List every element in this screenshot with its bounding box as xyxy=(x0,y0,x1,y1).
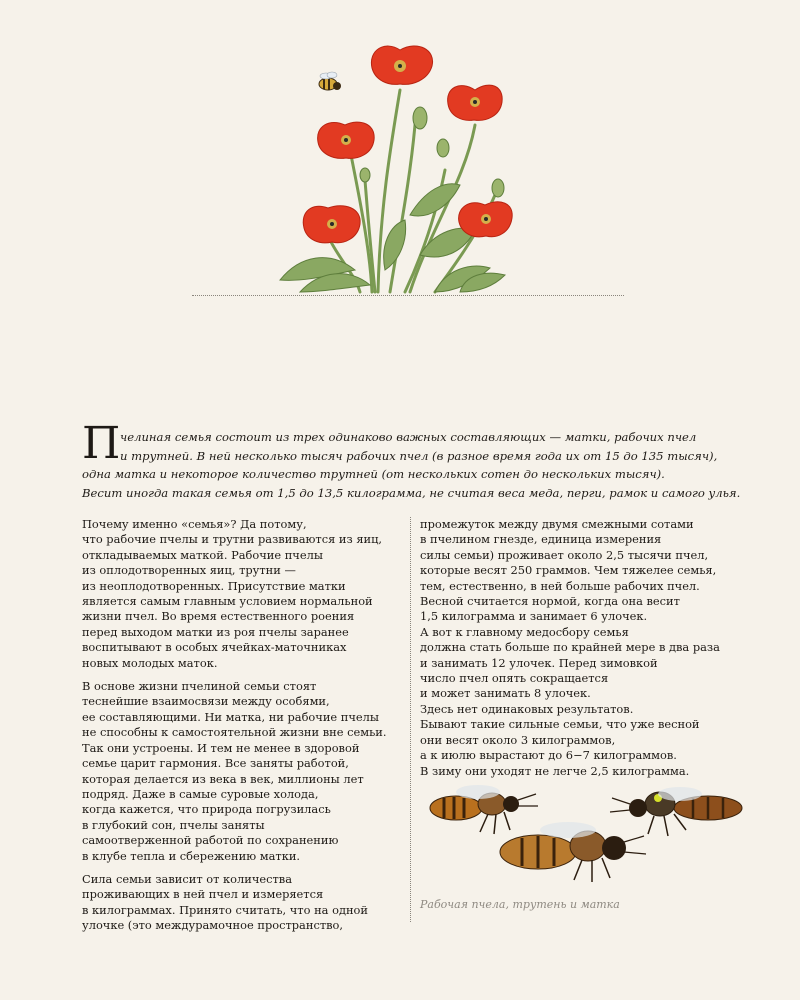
text-line: число пчел опять сокращается xyxy=(420,671,609,686)
text-line: Здесь нет одинаковых результатов. xyxy=(420,701,634,716)
poppy-flowers-icon xyxy=(260,30,540,298)
text-line: что рабочие пчелы и трутни развиваются из яиц, xyxy=(82,532,383,547)
text-line: проживающих в ней пчел и измеряется xyxy=(82,887,324,902)
text-line: а к июлю вырастают до 6−7 килограммов. xyxy=(420,748,677,763)
paragraph-2 xyxy=(82,679,402,864)
bee-icon xyxy=(319,72,341,90)
text-line: является самым главным условием нормальной xyxy=(82,594,373,609)
text-line: и может занимать 8 улочек. xyxy=(420,686,591,701)
text-line: 1,5 килограмма и занимает 6 улочек. xyxy=(420,609,648,624)
text-line: перед выходом матки из роя пчелы заранее xyxy=(82,624,349,639)
drop-cap: П xyxy=(82,418,121,469)
drone-bee-icon xyxy=(500,822,646,882)
text-line: улочке (это междурамочное пространство, xyxy=(82,918,344,933)
text-line: самоотверженной работой по сохранению xyxy=(82,833,339,848)
text-line: из оплодотворенных яиц, трутни — xyxy=(82,563,296,578)
text-line: Так они устроены. И тем не менее в здоровой xyxy=(82,740,360,755)
text-line: в пчелином гнезде, единица измерения xyxy=(420,532,662,547)
text-line: ее составляющими. Ни матка, ни рабочие пчелы xyxy=(82,709,379,724)
text-line: когда кажется, что природа погрузилась xyxy=(82,802,331,817)
worker-bee-icon xyxy=(430,785,538,834)
text-line: В основе жизни пчелиной семьи стоят xyxy=(82,679,317,694)
photo-caption: Рабочая пчела, трутень и матка xyxy=(420,898,620,911)
right-column xyxy=(420,517,740,779)
text-line: которая делается из века в век, миллионы лет xyxy=(82,771,364,786)
dotted-divider xyxy=(192,295,624,296)
text-line: Почему именно «семья»? Да потому, xyxy=(82,517,307,531)
text-line: новых молодых маток. xyxy=(82,655,218,670)
text-line: должна стать больше по крайней мере в два раза xyxy=(420,640,720,655)
intro-paragraph xyxy=(82,428,742,502)
text-line: семье царит гармония. Все заняты работой, xyxy=(82,756,349,771)
text-line: в глубокий сон, пчелы заняты xyxy=(82,817,265,832)
left-column xyxy=(82,517,402,942)
poppy-illustration xyxy=(260,30,540,298)
text-line: они весят около 3 килограммов, xyxy=(420,732,616,747)
text-line: подряд. Даже в самые суровые холода, xyxy=(82,786,319,801)
text-line: Сила семьи зависит от количества xyxy=(82,871,292,886)
text-line: откладываемых маткой. Рабочие пчелы xyxy=(82,547,323,562)
text-line: не способны к самостоятельной жизни вне семьи. xyxy=(82,725,387,740)
paragraph-1 xyxy=(82,517,402,671)
text-line: теснейшие взаимосвязи между особями, xyxy=(82,694,330,709)
bees-photo xyxy=(418,770,748,890)
text-line: в клубе тепла и сбережению матки. xyxy=(82,848,301,863)
text-line: промежуток между двумя смежными сотами xyxy=(420,517,694,531)
text-line: Весной считается нормой, когда она весит xyxy=(420,594,680,609)
text-line: в килограммах. Принято считать, что на одной xyxy=(82,902,369,917)
text-line: жизни пчел. Во время естественного роения xyxy=(82,609,355,624)
column-divider xyxy=(410,517,411,922)
text-line: воспитывают в особых ячейках-маточниках xyxy=(82,640,347,655)
paragraph-3 xyxy=(82,872,402,934)
bees-icon xyxy=(418,770,748,890)
text-line: силы семьи) проживает около 2,5 тысячи пчел, xyxy=(420,547,709,562)
text-line: Бывают такие сильные семьи, что уже весной xyxy=(420,717,700,732)
text-line: А вот к главному медосбору семья xyxy=(420,624,629,639)
intro-line: и трутней. В ней несколько тысяч рабочих пчел (в разное время года их от 15 до 135 тысяч), xyxy=(120,448,718,463)
text-line: и занимать 12 улочек. Перед зимовкой xyxy=(420,655,658,670)
text-line: В зиму они уходят не легче 2,5 килограмма. xyxy=(420,763,690,778)
intro-line: Весит иногда такая семья от 1,5 до 13,5 килограмма, не считая веса меда, перги, рамок и самого улья. xyxy=(82,485,741,500)
text-line: из неоплодотворенных. Присутствие матки xyxy=(82,578,346,593)
text-line: которые весят 250 граммов. Чем тяжелее семья, xyxy=(420,563,717,578)
queen-bee-icon xyxy=(610,787,742,836)
intro-line: челиная семья состоит из трех одинаково важных составляющих — матки, рабочих пчел xyxy=(120,430,697,444)
text-line: тем, естественно, в ней больше рабочих пчел. xyxy=(420,578,700,593)
intro-line: одна матка и некоторое количество трутней (от нескольких сотен до нескольких тысяч). xyxy=(82,467,665,481)
